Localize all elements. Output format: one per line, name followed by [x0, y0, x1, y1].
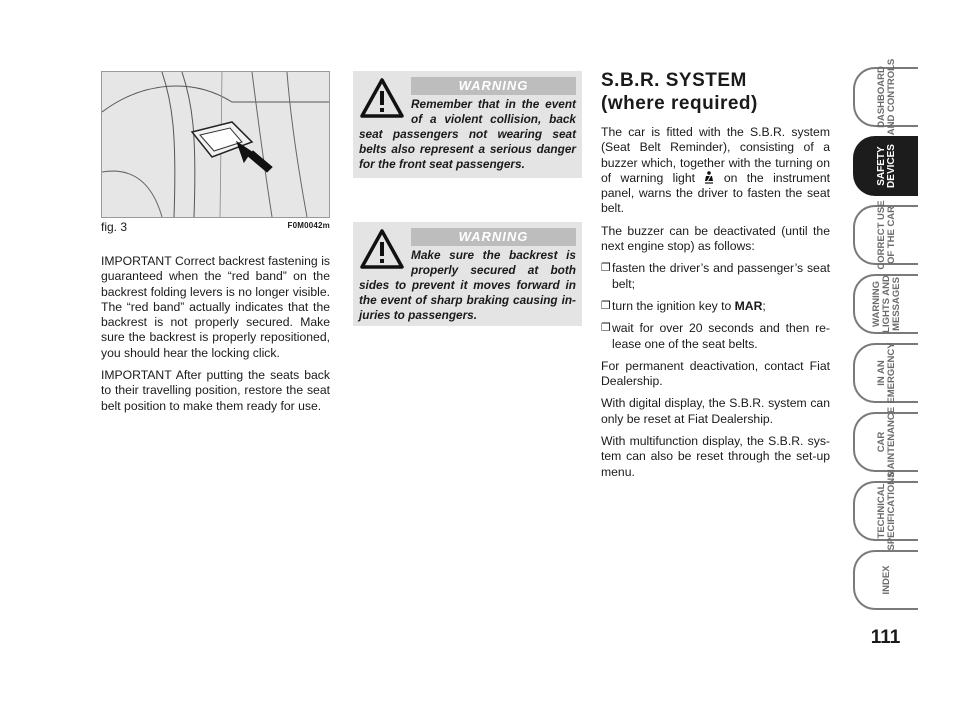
ignition-key-position: MAR — [734, 298, 763, 313]
sbr-section — [601, 69, 830, 487]
checkbox-bullet-icon: ❐ — [601, 262, 611, 275]
warning-triangle-icon — [359, 228, 405, 270]
tab-safety-devices[interactable]: SAFETY DEVICES — [853, 136, 918, 196]
tab-in-an-emergency[interactable]: IN AN EMERGENCY — [853, 343, 918, 403]
page-number: 111 — [870, 627, 901, 648]
important-note-1: IMPORTANT Correct backrest fastening is guaranteed when the “red band” on the backrest folding levers is no longer visible. The “red band” actually indicates that the backrest is not properly secured. Make sure the backrest is properly repositioned, you should hear the locking click. — [101, 254, 330, 360]
tab-car-maintenance[interactable]: CAR MAINTENANCE — [853, 412, 918, 472]
permanent-deactivation: For permanent deactivation, contact Fiat Dealership. — [601, 358, 830, 389]
warning-heading: WARNING — [411, 77, 576, 95]
figure-code: F0M0042m — [287, 221, 330, 230]
list-item: ❐ wait for over 20 seconds and then re-lease one of the seat belts. — [601, 321, 830, 351]
figure-label: fig. 3 — [101, 220, 128, 234]
warning-box-2 — [353, 222, 582, 326]
left-column — [101, 254, 330, 421]
checkbox-bullet-icon: ❐ — [601, 322, 611, 335]
seat-lever-figure — [101, 71, 330, 218]
list-item: ❐ turn the ignition key to MAR; — [601, 298, 766, 313]
tab-dashboard-and-controls[interactable]: DASHBOARD AND CONTROLS — [853, 67, 918, 127]
tab-correct-use-of-the-car[interactable]: CORRECT USE OF THE CAR — [853, 205, 918, 265]
tab-technical-specifications[interactable]: TECHNICAL SPECIFICATIONS — [853, 481, 918, 541]
tab-warning-lights-and-messages[interactable]: WARNING LIGHTS AND MESSAGES — [853, 274, 918, 334]
deactivate-intro: The buzzer can be deactivated (until the next engine stop) as follows: — [601, 223, 830, 254]
section-title-line2: (where required) — [601, 93, 758, 114]
multifunction-display-note: With multifunction display, the S.B.R. sys-tem can also be reset through the set-up menu. — [601, 434, 830, 479]
checkbox-bullet-icon: ❐ — [601, 299, 611, 312]
sbr-intro: The car is fitted with the S.B.R. system (Seat Belt Reminder), consisting of a buzzer which, together with the turning on of warning light on the instrument panel, warns the driver to fasten the seat belt. — [601, 125, 831, 216]
warning-heading: WARNING — [411, 228, 576, 246]
list-item: ❐ fasten the driver’s and passenger’s seat belt; — [601, 261, 830, 291]
tab-index[interactable]: INDEX — [853, 550, 918, 610]
digital-display-note: With digital display, the S.B.R. system can only be reset at Fiat Dealership. — [601, 396, 830, 426]
warning-triangle-icon — [359, 77, 405, 119]
section-title-line1: S.B.R. SYSTEM — [601, 70, 747, 91]
seatbelt-warning-light-icon — [704, 171, 714, 184]
figure-caption — [101, 220, 330, 234]
section-title — [601, 69, 830, 115]
warning-text: Remember that in the event of a violent collision, back seat passengers not wearing seat belts also represent a serious danger for the front seat passengers. — [359, 97, 576, 171]
chapter-tabs — [853, 58, 918, 619]
warning-box-1 — [353, 71, 582, 178]
seat-backrest-lever-illustration — [102, 72, 329, 217]
important-note-2: IMPORTANT After putting the seats back to their travelling position, restore the seat belt position to make them ready for use. — [101, 368, 330, 413]
warning-text: Make sure the backrest is properly secured at both sides to prevent it moves forward in the event of sharp braking causing in-juries to passengers. — [359, 248, 576, 322]
